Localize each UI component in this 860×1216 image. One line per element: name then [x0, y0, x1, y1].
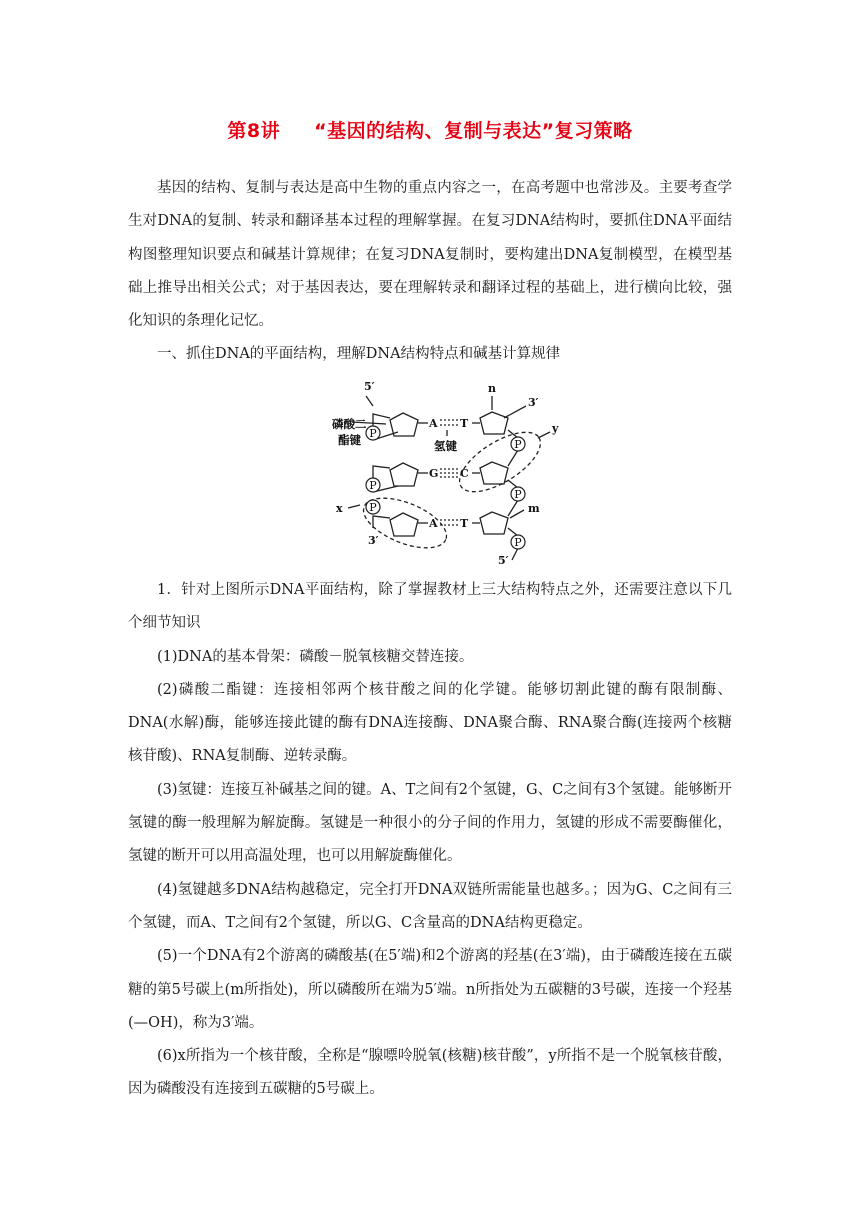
detail-item-1: (1)DNA的基本骨架：磷酸－脱氧核糖交替连接。 [157, 648, 474, 665]
base-a-top: A [429, 417, 438, 430]
phosphate-label-left-3: P [369, 501, 377, 514]
base-a-bottom: A [429, 517, 438, 530]
phosphate-label-left-2: P [369, 479, 377, 492]
base-g: G [429, 467, 439, 480]
page-title [0, 116, 860, 143]
phosphate-label-right-1: P [514, 438, 522, 451]
base-t-top: T [460, 417, 469, 430]
lecture-number: 第8讲 [227, 120, 281, 142]
intro-paragraph: 基因的结构、复制与表达是高中生物的重点内容之一，在高考题中也常涉及。主要考查学生对DNA的复制、转录和翻译基本过程的理解掌握。在复习DNA结构时，要抓住DNA平面结构图整理知识要点和碱基计算规律；在复习DNA复制时，要构建出DNA复制模型，在模型基础上推导出相关公式；对于基因表达，要在理解转录和翻译过程的基础上，进行横向比较，强化知识的条理化记忆。 [128, 180, 732, 330]
deoxyribose-right-2 [480, 462, 508, 484]
nucleotide-x-outline [357, 488, 454, 558]
label-5prime-top: 5′ [364, 380, 375, 393]
label-3prime-bottom: 3′ [368, 534, 379, 547]
label-phosphodiester-1: 磷酸二 [332, 417, 367, 431]
detail-item-2: (2)磷酸二酯键：连接相邻两个核苷酸之间的化学键。能够切割此键的酶有限制酶、DNA(水解)酶，能够连接此键的酶有DNA连接酶、DNA聚合酶、RNA聚合酶(连接两个核糖核苷酸)、RNA复制酶、逆转录酶。 [128, 681, 732, 765]
deoxyribose-right-1 [480, 412, 508, 434]
phosphate-label-right-2: P [514, 488, 522, 501]
backbone-right-2 [508, 450, 518, 466]
detail-item-4: (4)氢键越多DNA结构越稳定，完全打开DNA双链所需能量也越多。；因为G、C之间有三个氢键，而A、T之间有2个氢键，所以G、C含量高的DNA结构更稳定。 [128, 881, 732, 931]
pointer-x [348, 505, 360, 508]
backbone-left-3 [373, 516, 390, 528]
backbone-left-2 [373, 466, 390, 478]
deoxyribose-left-2 [390, 463, 418, 486]
detail-item-5: (5)一个DNA有2个游离的磷酸基(在5′端)和2个游离的羟基(在3′端)，由于磷酸连接在五碳糖的第5号碳上(m所指处)，所以磷酸所在端为5′端。n所指处为五碳糖的3号碳，连接一个羟基(—OH)，称为3′端。 [128, 948, 732, 1031]
unit-y-outline [450, 421, 549, 504]
detail-item-6: (6)x所指为一个核苷酸，全称是“腺嘌呤脱氧(核糖)核苷酸”，y所指不是一个脱氧核苷酸，因为磷酸没有连接到五碳糖的5号碳上。 [128, 1048, 732, 1098]
detail-item-3: (3)氢键：连接互补碱基之间的键。A、T之间有2个氢键，G、C之间有3个氢键。能够断开氢键的酶一般理解为解旋酶。氢键是一种很小的分子间的作用力，氢键的形成不需要酶催化，氢键的断开可以用高温处理，也可以用解旋酶催化。 [128, 781, 732, 865]
label-n: n [488, 382, 496, 395]
pointer-m [510, 510, 524, 518]
point-1: 1．针对上图所示DNA平面结构，除了掌握教材上三大结构特点之外，还需要注意以下几个细节知识 [128, 582, 732, 632]
end-bond-5prime-right [512, 548, 518, 560]
base-t-bottom: T [460, 517, 469, 530]
upper-text [128, 172, 732, 372]
label-m: m [528, 502, 540, 515]
label-3prime-top: 3′ [528, 396, 539, 409]
label-5prime-bottom: 5′ [498, 554, 509, 566]
deoxyribose-left-3 [390, 513, 418, 536]
dna-diagram-svg [328, 378, 568, 566]
label-y: y [552, 422, 559, 435]
label-x: x [336, 502, 343, 515]
pointer-y [538, 432, 550, 438]
end-bond-5prime-left [366, 396, 373, 406]
phosphate-label-left-1: P [369, 427, 377, 440]
phosphate-label-right-3: P [514, 536, 522, 549]
base-c: C [460, 467, 469, 480]
end-bond-3prime-right [504, 406, 526, 418]
lecture-topic: “基因的结构、复制与表达”复习策略 [314, 120, 633, 142]
lower-text [128, 574, 732, 1107]
dna-plane-structure-diagram [328, 378, 568, 566]
label-phosphodiester-2: 酯键 [338, 433, 361, 447]
label-hydrogen-bond: 氢键 [434, 439, 457, 453]
deoxyribose-right-3 [480, 512, 508, 534]
section-heading: 一、抓住DNA的平面结构，理解DNA结构特点和碱基计算规律 [157, 346, 561, 363]
